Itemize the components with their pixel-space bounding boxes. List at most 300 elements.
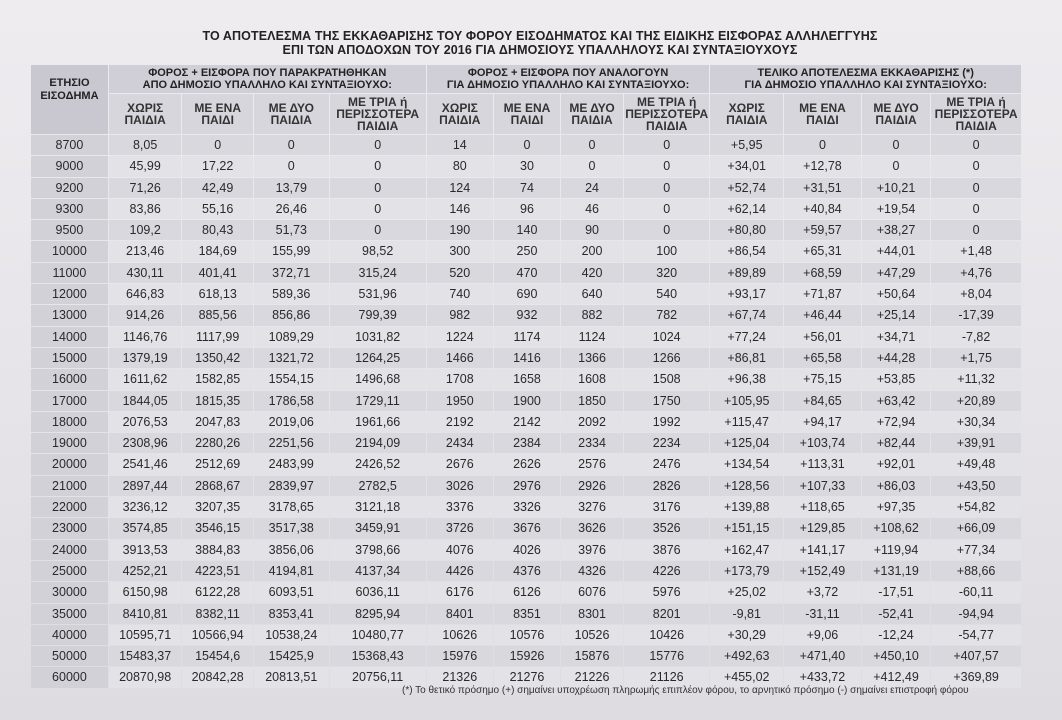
value-cell: 1350,42 xyxy=(182,348,252,368)
value-cell: 90 xyxy=(561,220,623,240)
value-cell: 3726 xyxy=(427,518,493,538)
value-cell: 799,39 xyxy=(330,305,426,325)
sub-header-three-plus-children: ΜΕ ΤΡΙΑ ή ΠΕΡΙΣΣΟΤΕΡΑ ΠΑΙΔΙΑ xyxy=(330,94,426,134)
value-cell: 2251,56 xyxy=(254,433,329,453)
value-cell: 3376 xyxy=(427,497,493,517)
sub-header-two-children: ΜΕ ΔΥΟ ΠΑΙΔΙΑ xyxy=(561,94,623,134)
value-cell: -94,94 xyxy=(931,604,1021,624)
value-cell: 20813,51 xyxy=(254,667,329,687)
value-cell: +139,88 xyxy=(710,497,783,517)
value-cell: 3546,15 xyxy=(182,518,252,538)
value-cell: 3976 xyxy=(561,540,623,560)
value-cell: +105,95 xyxy=(710,391,783,411)
value-cell: 8201 xyxy=(624,604,709,624)
value-cell: 430,11 xyxy=(109,263,182,283)
value-cell: +80,80 xyxy=(710,220,783,240)
value-cell: 0 xyxy=(624,135,709,155)
value-cell: 4194,81 xyxy=(254,561,329,581)
value-cell: 42,49 xyxy=(182,178,252,198)
value-cell: 71,26 xyxy=(109,178,182,198)
value-cell: 20756,11 xyxy=(330,667,426,687)
value-cell: +97,35 xyxy=(862,497,930,517)
value-cell: +49,48 xyxy=(931,454,1021,474)
value-cell: 51,73 xyxy=(254,220,329,240)
income-header: ΕΤΗΣΙΟ ΕΙΣΟΔΗΜΑ xyxy=(31,65,108,134)
value-cell: 0 xyxy=(561,156,623,176)
value-cell: 74 xyxy=(494,178,560,198)
value-cell: +369,89 xyxy=(931,667,1021,687)
value-cell: 21126 xyxy=(624,667,709,687)
income-cell: 8700 xyxy=(31,135,108,155)
value-cell: 2483,99 xyxy=(254,454,329,474)
sub-header-one-child: ΜΕ ΕΝΑ ΠΑΙΔΙ xyxy=(784,94,861,134)
value-cell: 6176 xyxy=(427,582,493,602)
table-row xyxy=(31,305,1021,325)
value-cell: +1,75 xyxy=(931,348,1021,368)
value-cell: +68,59 xyxy=(784,263,861,283)
value-cell: 15454,6 xyxy=(182,646,252,666)
table-row xyxy=(31,497,1021,517)
income-cell: 9000 xyxy=(31,156,108,176)
value-cell: 21226 xyxy=(561,667,623,687)
value-cell: 109,2 xyxy=(109,220,182,240)
income-cell: 21000 xyxy=(31,476,108,496)
value-cell: 2676 xyxy=(427,454,493,474)
value-cell: 21276 xyxy=(494,667,560,687)
value-cell: 2868,67 xyxy=(182,476,252,496)
value-cell: +450,10 xyxy=(862,646,930,666)
table-row xyxy=(31,561,1021,581)
value-cell: 3178,65 xyxy=(254,497,329,517)
value-cell: 2334 xyxy=(561,433,623,453)
table-row xyxy=(31,156,1021,176)
value-cell: 0 xyxy=(561,135,623,155)
value-cell: 1024 xyxy=(624,327,709,347)
value-cell: +86,54 xyxy=(710,241,783,261)
value-cell: 146 xyxy=(427,199,493,219)
value-cell: +20,89 xyxy=(931,391,1021,411)
value-cell: +56,01 xyxy=(784,327,861,347)
value-cell: 0 xyxy=(254,135,329,155)
value-cell: 618,13 xyxy=(182,284,252,304)
value-cell: 0 xyxy=(330,220,426,240)
value-cell: 10526 xyxy=(561,625,623,645)
value-cell: 15425,9 xyxy=(254,646,329,666)
value-cell: +4,76 xyxy=(931,263,1021,283)
income-cell: 40000 xyxy=(31,625,108,645)
value-cell: +113,31 xyxy=(784,454,861,474)
value-cell: +43,50 xyxy=(931,476,1021,496)
value-cell: 0 xyxy=(254,156,329,176)
value-cell: +131,19 xyxy=(862,561,930,581)
value-cell: 1750 xyxy=(624,391,709,411)
value-cell: +11,32 xyxy=(931,369,1021,389)
sub-header-one-child: ΜΕ ΕΝΑ ΠΑΙΔΙ xyxy=(182,94,252,134)
value-cell: 2194,09 xyxy=(330,433,426,453)
table-row xyxy=(31,178,1021,198)
income-cell: 9300 xyxy=(31,199,108,219)
value-cell: 80 xyxy=(427,156,493,176)
value-cell: 2192 xyxy=(427,412,493,432)
value-cell: 1611,62 xyxy=(109,369,182,389)
value-cell: 8,05 xyxy=(109,135,182,155)
value-cell: 1961,66 xyxy=(330,412,426,432)
value-cell: +96,38 xyxy=(710,369,783,389)
value-cell: +108,62 xyxy=(862,518,930,538)
value-cell: -9,81 xyxy=(710,604,783,624)
value-cell: 1708 xyxy=(427,369,493,389)
value-cell: 531,96 xyxy=(330,284,426,304)
value-cell: -52,41 xyxy=(862,604,930,624)
value-cell: 1508 xyxy=(624,369,709,389)
table-row xyxy=(31,241,1021,261)
value-cell: 0 xyxy=(862,156,930,176)
value-cell: 4026 xyxy=(494,540,560,560)
value-cell: 4223,51 xyxy=(182,561,252,581)
value-cell: 3526 xyxy=(624,518,709,538)
value-cell: 3856,06 xyxy=(254,540,329,560)
value-cell: 315,24 xyxy=(330,263,426,283)
value-cell: 0 xyxy=(624,178,709,198)
value-cell: +152,49 xyxy=(784,561,861,581)
value-cell: 21326 xyxy=(427,667,493,687)
value-cell: 30 xyxy=(494,156,560,176)
value-cell: +141,17 xyxy=(784,540,861,560)
value-cell: 250 xyxy=(494,241,560,261)
value-cell: 124 xyxy=(427,178,493,198)
value-cell: +66,09 xyxy=(931,518,1021,538)
value-cell: 914,26 xyxy=(109,305,182,325)
value-cell: 1366 xyxy=(561,348,623,368)
value-cell: +47,29 xyxy=(862,263,930,283)
table-row xyxy=(31,135,1021,155)
value-cell: +84,65 xyxy=(784,391,861,411)
value-cell: +92,01 xyxy=(862,454,930,474)
value-cell: 2541,46 xyxy=(109,454,182,474)
table-title xyxy=(140,29,940,57)
value-cell: 2234 xyxy=(624,433,709,453)
value-cell: 1266 xyxy=(624,348,709,368)
value-cell: 184,69 xyxy=(182,241,252,261)
value-cell: 1786,58 xyxy=(254,391,329,411)
value-cell: 3676 xyxy=(494,518,560,538)
income-cell: 23000 xyxy=(31,518,108,538)
table-row xyxy=(31,327,1021,347)
value-cell: +128,56 xyxy=(710,476,783,496)
value-cell: 782 xyxy=(624,305,709,325)
value-cell: +44,28 xyxy=(862,348,930,368)
value-cell: 10576 xyxy=(494,625,560,645)
value-cell: 0 xyxy=(784,135,861,155)
title-line-2: ΕΠΙ ΤΩΝ ΑΠΟΔΟΧΩΝ ΤΟΥ 2016 ΓΙΑ ΔΗΜΟΣΙΟΥΣ ΥΠΑΛΛΗΛΟΥΣ ΚΑΙ ΣΥΝΤΑΞΙΟΥΧΟΥΣ xyxy=(282,43,798,57)
value-cell: 2976 xyxy=(494,476,560,496)
value-cell: 3884,83 xyxy=(182,540,252,560)
value-cell: +115,47 xyxy=(710,412,783,432)
value-cell: +71,87 xyxy=(784,284,861,304)
table-row xyxy=(31,284,1021,304)
income-cell: 22000 xyxy=(31,497,108,517)
income-cell: 12000 xyxy=(31,284,108,304)
value-cell: 3876 xyxy=(624,540,709,560)
value-cell: +93,17 xyxy=(710,284,783,304)
value-cell: +129,85 xyxy=(784,518,861,538)
value-cell: 6093,51 xyxy=(254,582,329,602)
value-cell: 0 xyxy=(330,178,426,198)
value-cell: 4076 xyxy=(427,540,493,560)
income-cell: 60000 xyxy=(31,667,108,687)
value-cell: 3236,12 xyxy=(109,497,182,517)
income-cell: 50000 xyxy=(31,646,108,666)
value-cell: 17,22 xyxy=(182,156,252,176)
value-cell: 1554,15 xyxy=(254,369,329,389)
value-cell: 1608 xyxy=(561,369,623,389)
value-cell: +52,74 xyxy=(710,178,783,198)
value-cell: 2782,5 xyxy=(330,476,426,496)
value-cell: +50,64 xyxy=(862,284,930,304)
value-cell: 1089,29 xyxy=(254,327,329,347)
value-cell: +34,71 xyxy=(862,327,930,347)
value-cell: 10426 xyxy=(624,625,709,645)
income-cell: 20000 xyxy=(31,454,108,474)
value-cell: 0 xyxy=(931,178,1021,198)
group-header-withheld: ΦΟΡΟΣ + ΕΙΣΦΟΡΑ ΠΟΥ ΠΑΡΑΚΡΑΤΗΘΗΚΑΝ ΑΠΟ ΔΗΜΟΣΙΟ ΥΠΑΛΛΗΛΟ ΚΑΙ ΣΥΝΤΑΞΙΟΥΧΟ: xyxy=(109,65,426,93)
value-cell: 8401 xyxy=(427,604,493,624)
table-row xyxy=(31,369,1021,389)
value-cell: 3459,91 xyxy=(330,518,426,538)
group-header-due: ΦΟΡΟΣ + ΕΙΣΦΟΡΑ ΠΟΥ ΑΝΑΛΟΓΟΥΝ ΓΙΑ ΔΗΜΟΣΙΟ ΥΠΑΛΛΗΛΟ ΚΑΙ ΣΥΝΤΑΞΙΟΥΧΟ: xyxy=(427,65,710,93)
value-cell: +54,82 xyxy=(931,497,1021,517)
value-cell: +492,63 xyxy=(710,646,783,666)
value-cell: +72,94 xyxy=(862,412,930,432)
value-cell: 0 xyxy=(624,220,709,240)
value-cell: 0 xyxy=(494,135,560,155)
value-cell: +433,72 xyxy=(784,667,861,687)
value-cell: +134,54 xyxy=(710,454,783,474)
sub-header-no-children: ΧΩΡΙΣ ΠΑΙΔΙΑ xyxy=(109,94,182,134)
value-cell: 3913,53 xyxy=(109,540,182,560)
income-cell: 25000 xyxy=(31,561,108,581)
value-cell: 2047,83 xyxy=(182,412,252,432)
value-cell: 0 xyxy=(931,156,1021,176)
income-cell: 15000 xyxy=(31,348,108,368)
value-cell: 2426,52 xyxy=(330,454,426,474)
table-row xyxy=(31,582,1021,602)
value-cell: 401,41 xyxy=(182,263,252,283)
value-cell: 0 xyxy=(182,135,252,155)
value-cell: 3276 xyxy=(561,497,623,517)
value-cell: +3,72 xyxy=(784,582,861,602)
value-cell: 2308,96 xyxy=(109,433,182,453)
value-cell: +412,49 xyxy=(862,667,930,687)
income-cell: 9200 xyxy=(31,178,108,198)
value-cell: +103,74 xyxy=(784,433,861,453)
value-cell: 14 xyxy=(427,135,493,155)
sub-header-three-plus-children: ΜΕ ΤΡΙΑ ή ΠΕΡΙΣΣΟΤΕΡΑ ΠΑΙΔΙΑ xyxy=(625,95,709,133)
value-cell: +162,47 xyxy=(710,540,783,560)
value-cell: 0 xyxy=(330,199,426,219)
income-cell: 30000 xyxy=(31,582,108,602)
value-cell: 2512,69 xyxy=(182,454,252,474)
footnote: (*) Το θετικό πρόσημο (+) σημαίνει υποχρέωση πληρωμής επιπλέον φόρου, το αρνητικό πρόσημο (-) σημαίνει επιστροφή φόρου xyxy=(402,685,969,696)
value-cell: 4137,34 xyxy=(330,561,426,581)
value-cell: +75,15 xyxy=(784,369,861,389)
value-cell: 15483,37 xyxy=(109,646,182,666)
value-cell: +94,17 xyxy=(784,412,861,432)
sub-header-one-child: ΜΕ ΕΝΑ ΠΑΙΔΙ xyxy=(494,94,560,134)
value-cell: 0 xyxy=(624,199,709,219)
value-cell: +86,03 xyxy=(862,476,930,496)
value-cell: +46,44 xyxy=(784,305,861,325)
income-cell: 35000 xyxy=(31,604,108,624)
title-line-1: ΤΟ ΑΠΟΤΕΛΕΣΜΑ ΤΗΣ ΕΚΚΑΘΑΡΙΣΗΣ ΤΟΥ ΦΟΡΟΥ ΕΙΣΟΔΗΜΑΤΟΣ ΚΑΙ ΤΗΣ ΕΙΔΙΚΗΣ ΕΙΣΦΟΡΑΣ ΑΛΛΗΛΕΓΓΥΗΣ xyxy=(202,29,878,43)
income-cell: 19000 xyxy=(31,433,108,453)
value-cell: 372,71 xyxy=(254,263,329,283)
value-cell: 1416 xyxy=(494,348,560,368)
value-cell: 690 xyxy=(494,284,560,304)
table-row xyxy=(31,540,1021,560)
value-cell: 3026 xyxy=(427,476,493,496)
value-cell: 2019,06 xyxy=(254,412,329,432)
value-cell: 4326 xyxy=(561,561,623,581)
value-cell: 15976 xyxy=(427,646,493,666)
value-cell: +455,02 xyxy=(710,667,783,687)
value-cell: 1264,25 xyxy=(330,348,426,368)
value-cell: 8410,81 xyxy=(109,604,182,624)
value-cell: 5976 xyxy=(624,582,709,602)
value-cell: 2142 xyxy=(494,412,560,432)
table-row xyxy=(31,433,1021,453)
value-cell: -60,11 xyxy=(931,582,1021,602)
value-cell: 3207,35 xyxy=(182,497,252,517)
sub-header-no-children: ΧΩΡΙΣ ΠΑΙΔΙΑ xyxy=(710,94,783,134)
value-cell: 2626 xyxy=(494,454,560,474)
value-cell: 10626 xyxy=(427,625,493,645)
value-cell: 8353,41 xyxy=(254,604,329,624)
sub-header-two-children: ΜΕ ΔΥΟ ΠΑΙΔΙΑ xyxy=(862,94,930,134)
value-cell: +77,34 xyxy=(931,540,1021,560)
value-cell: 13,79 xyxy=(254,178,329,198)
value-cell: +86,81 xyxy=(710,348,783,368)
value-cell: 3626 xyxy=(561,518,623,538)
value-cell: 885,56 xyxy=(182,305,252,325)
income-cell: 16000 xyxy=(31,369,108,389)
income-cell: 13000 xyxy=(31,305,108,325)
value-cell: 0 xyxy=(862,135,930,155)
sub-header-three-plus-children: ΜΕ ΤΡΙΑ ή ΠΕΡΙΣΣΟΤΕΡΑ ΠΑΙΔΙΑ xyxy=(931,94,1021,134)
table-row xyxy=(31,454,1021,474)
income-cell: 17000 xyxy=(31,391,108,411)
value-cell: 3176 xyxy=(624,497,709,517)
value-cell: 8351 xyxy=(494,604,560,624)
value-cell: 155,99 xyxy=(254,241,329,261)
value-cell: -12,24 xyxy=(862,625,930,645)
value-cell: 646,83 xyxy=(109,284,182,304)
value-cell: +39,91 xyxy=(931,433,1021,453)
value-cell: 4376 xyxy=(494,561,560,581)
value-cell: 8301 xyxy=(561,604,623,624)
value-cell: 190 xyxy=(427,220,493,240)
value-cell: 2384 xyxy=(494,433,560,453)
value-cell: +88,66 xyxy=(931,561,1021,581)
value-cell: 10480,77 xyxy=(330,625,426,645)
income-cell: 14000 xyxy=(31,327,108,347)
value-cell: +25,14 xyxy=(862,305,930,325)
table-row xyxy=(31,646,1021,666)
value-cell: 2576 xyxy=(561,454,623,474)
value-cell: +10,21 xyxy=(862,178,930,198)
value-cell: 6126 xyxy=(494,582,560,602)
group-header-final-result: ΤΕΛΙΚΟ ΑΠΟΤΕΛΕΣΜΑ ΕΚΚΑΘΑΡΙΣΗΣ (*) ΓΙΑ ΔΗΜΟΣΙΟ ΥΠΑΛΛΗΛΟ ΚΑΙ ΣΥΝΤΑΞΙΟΥΧΟ: xyxy=(710,65,1021,93)
value-cell: 55,16 xyxy=(182,199,252,219)
value-cell: 83,86 xyxy=(109,199,182,219)
value-cell: 320 xyxy=(624,263,709,283)
value-cell: 24 xyxy=(561,178,623,198)
value-cell: +173,79 xyxy=(710,561,783,581)
value-cell: 1031,82 xyxy=(330,327,426,347)
value-cell: +63,42 xyxy=(862,391,930,411)
value-cell: 1850 xyxy=(561,391,623,411)
value-cell: +44,01 xyxy=(862,241,930,261)
value-cell: 1174 xyxy=(494,327,560,347)
value-cell: 1146,76 xyxy=(109,327,182,347)
value-cell: +12,78 xyxy=(784,156,861,176)
value-cell: +53,85 xyxy=(862,369,930,389)
value-cell: 1582,85 xyxy=(182,369,252,389)
value-cell: 982 xyxy=(427,305,493,325)
value-cell: +82,44 xyxy=(862,433,930,453)
value-cell: 6150,98 xyxy=(109,582,182,602)
value-cell: 470 xyxy=(494,263,560,283)
income-cell: 10000 xyxy=(31,241,108,261)
value-cell: -17,39 xyxy=(931,305,1021,325)
value-cell: 8382,11 xyxy=(182,604,252,624)
value-cell: +40,84 xyxy=(784,199,861,219)
table-row xyxy=(31,625,1021,645)
value-cell: 856,86 xyxy=(254,305,329,325)
value-cell: +31,51 xyxy=(784,178,861,198)
value-cell: 8295,94 xyxy=(330,604,426,624)
value-cell: +89,89 xyxy=(710,263,783,283)
value-cell: 96 xyxy=(494,199,560,219)
value-cell: 2476 xyxy=(624,454,709,474)
value-cell: 1844,05 xyxy=(109,391,182,411)
tax-settlement-table xyxy=(30,64,1022,689)
value-cell: -7,82 xyxy=(931,327,1021,347)
value-cell: 1729,11 xyxy=(330,391,426,411)
value-cell: 3574,85 xyxy=(109,518,182,538)
value-cell: 2839,97 xyxy=(254,476,329,496)
value-cell: 2897,44 xyxy=(109,476,182,496)
value-cell: +59,57 xyxy=(784,220,861,240)
value-cell: 6122,28 xyxy=(182,582,252,602)
value-cell: 2092 xyxy=(561,412,623,432)
value-cell: 80,43 xyxy=(182,220,252,240)
table-row xyxy=(31,220,1021,240)
value-cell: 2076,53 xyxy=(109,412,182,432)
income-cell: 24000 xyxy=(31,540,108,560)
value-cell: +407,57 xyxy=(931,646,1021,666)
income-cell: 9500 xyxy=(31,220,108,240)
value-cell: 1321,72 xyxy=(254,348,329,368)
value-cell: +125,04 xyxy=(710,433,783,453)
table-row xyxy=(31,263,1021,283)
value-cell: +30,34 xyxy=(931,412,1021,432)
income-cell: 18000 xyxy=(31,412,108,432)
value-cell: 4426 xyxy=(427,561,493,581)
value-cell: 1466 xyxy=(427,348,493,368)
value-cell: 15776 xyxy=(624,646,709,666)
value-cell: +65,31 xyxy=(784,241,861,261)
